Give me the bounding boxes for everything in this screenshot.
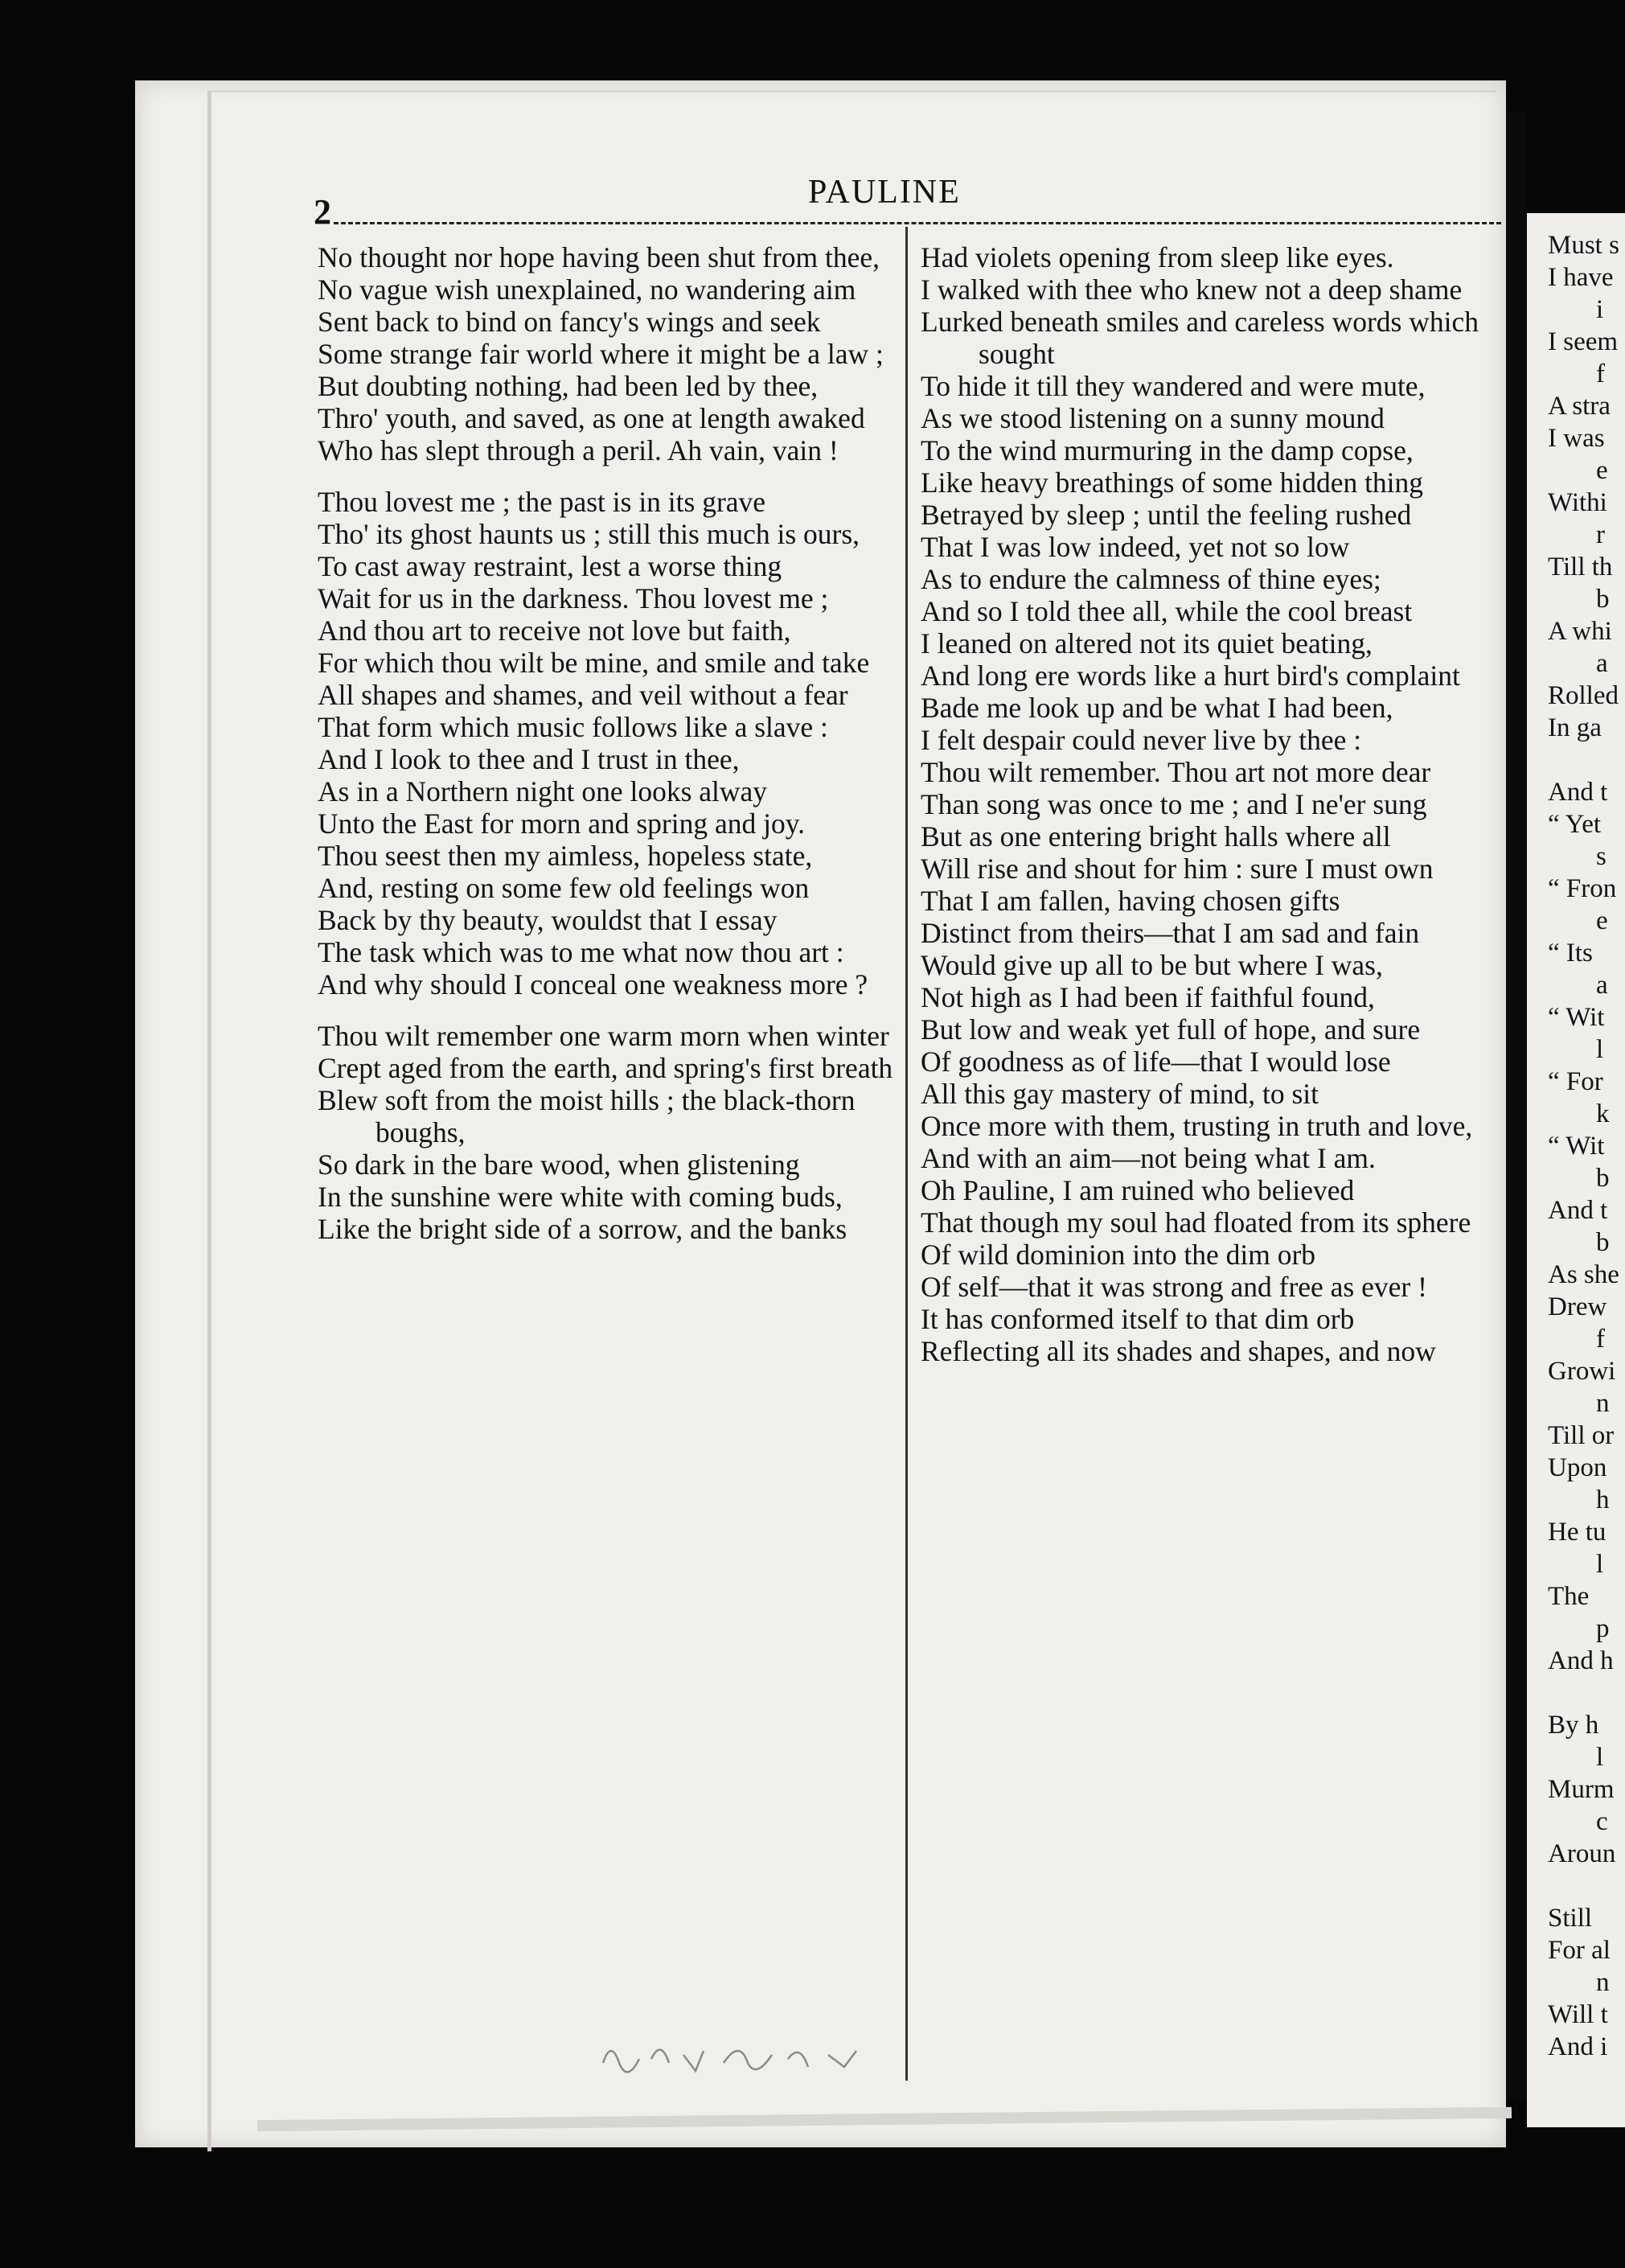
verse-fragment: A whi [1548,617,1612,646]
verse-fragment: “ Yet [1548,810,1602,839]
verse-line: As in a Northern night one looks alway [318,775,768,807]
verse-line: But low and weak yet full of hope, and sure [921,1013,1421,1046]
verse-fragment: l [1596,1035,1604,1064]
verse-fragment: e [1596,906,1608,935]
verse-fragment: l [1596,1550,1604,1579]
adjacent-page-text [1548,229,1619,2063]
verse-fragment: Will t [1548,2000,1608,2029]
verse-fragment: A stra [1548,392,1611,421]
verse-line: The task which was to me what now thou art : [318,936,844,968]
verse-fragment: Must s [1548,231,1619,260]
verse-line: As to endure the calmness of thine eyes; [921,563,1381,595]
verse-line: Some strange fair world where it might be a law ; [318,338,884,370]
verse-line: Distinct from theirs—that I am sad and fain [921,917,1420,949]
verse-line: Thou seest then my aimless, hopeless state, [318,840,813,872]
verse-fragment: f [1596,1325,1605,1354]
verse-fragment: And h [1548,1646,1614,1675]
verse-fragment: “ For [1548,1067,1603,1096]
verse-fragment: b [1596,585,1610,614]
verse-line: As we stood listening on a sunny mound [921,402,1385,434]
verse-fragment: And t [1548,1196,1608,1225]
verse-fragment: I have [1548,263,1614,292]
verse-fragment: Till or [1548,1421,1615,1450]
verse-line: All this gay mastery of mind, to sit [921,1078,1319,1110]
verse-line: Unto the East for morn and spring and joy. [318,807,806,840]
verse-line: And why should I conceal one weakness more ? [318,968,868,1000]
verse-line: For which thou wilt be mine, and smile and take [318,647,870,679]
verse-line: Reflecting all its shades and shapes, and now [921,1335,1436,1367]
verse-line: Of wild dominion into the dim orb [921,1239,1316,1271]
verse-line: I felt despair could never live by thee : [921,724,1362,756]
verse-fragment: Withi [1548,488,1607,517]
verse-line: Thro' youth, and saved, as one at length awaked [318,402,865,434]
verse-line: Than song was once to me ; and I ne'er sung [921,788,1427,820]
verse-fragment: Till th [1548,553,1613,581]
verse-fragment: Murm [1548,1775,1615,1804]
verse-fragment: Upon [1548,1453,1607,1482]
page-number: 2 [314,192,331,232]
verse-line: It has conformed itself to that dim orb [921,1303,1355,1335]
verse-line: Like heavy breathings of some hidden thing [921,466,1424,499]
verse-line: So dark in the bare wood, when glistening [318,1148,800,1181]
verse-line: But doubting nothing, had been led by thee, [318,370,819,402]
verse-line: No vague wish unexplained, no wandering aim [318,273,856,306]
verse-fragment [1548,744,1619,776]
verse-fragment: n [1596,1389,1610,1418]
verse-line: And with an aim—not being what I am. [921,1142,1376,1174]
verse-line: To hide it till they wandered and were mute, [921,370,1426,402]
verse-fragment: b [1596,1164,1610,1193]
right-column [921,241,1504,1367]
verse-line: Tho' its ghost haunts us ; still this much is ours, [318,518,860,550]
left-column [318,241,929,1245]
verse-fragment: In ga [1548,713,1602,742]
verse-fragment: The [1548,1582,1590,1611]
verse-line: That I was low indeed, yet not so low [921,531,1350,563]
verse-fragment: And i [1548,2032,1608,2061]
verse-line: Back by thy beauty, wouldst that I essay [318,904,778,936]
verse-line: And so I told thee all, while the cool breast [921,595,1413,627]
verse-fragment: a [1596,649,1608,678]
verse-fragment [1548,1870,1619,1902]
verse-fragment: Rolled [1548,681,1619,710]
verse-line: Not high as I had been if faithful found, [921,981,1375,1013]
verse-fragment: k [1596,1099,1610,1128]
verse-line: Of goodness as of life—that I would lose [921,1046,1391,1078]
verse-line: All shapes and shames, and veil without a fear [318,679,848,711]
verse-fragment: a [1596,971,1608,1000]
verse-line: And I look to thee and I trust in thee, [318,743,740,775]
verse-line: Betrayed by sleep ; until the feeling rushed [921,499,1412,531]
verse-line: But as one entering bright halls where all [921,820,1391,853]
verse-fragment: And t [1548,778,1608,807]
verse-line: No thought nor hope having been shut from thee, [318,241,880,273]
verse-line: I walked with thee who knew not a deep shame [921,273,1463,306]
verse-line: To cast away restraint, lest a worse thing [318,550,782,582]
verse-fragment: r [1596,520,1605,549]
verse-fragment: “ Wit [1548,1132,1605,1161]
pencil-marks [595,2015,901,2095]
verse-line: Had violets opening from sleep like eyes. [921,241,1394,273]
verse-fragment: l [1596,1743,1604,1772]
verse-line: I leaned on altered not its quiet beating, [921,627,1373,659]
verse-fragment: s [1596,842,1607,871]
verse-fragment: For al [1548,1936,1611,1965]
verse-fragment: b [1596,1228,1610,1257]
verse-fragment: As she [1548,1260,1619,1289]
verse-line: Of self—that it was strong and free as ever ! [921,1271,1427,1303]
verse-line: Blew soft from the moist hills ; the black-thorn boughs, [318,1084,856,1148]
book-spine [1506,113,1527,2099]
verse-fragment: e [1596,456,1608,485]
verse-fragment: He tu [1548,1518,1607,1547]
verse-line: That though my soul had floated from its sphere [921,1206,1471,1239]
verse-line: That form which music follows like a slave : [318,711,828,743]
verse-fragment: h [1596,1485,1610,1514]
verse-line: Thou wilt remember one warm morn when winter [318,1020,889,1052]
verse-line: And thou art to receive not love but faith, [318,614,791,647]
verse-line: Thou wilt remember. Thou art not more dear [921,756,1431,788]
verse-line: Crept aged from the earth, and spring's first breath [318,1052,893,1084]
verse-line: Oh Pauline, I am ruined who believed [921,1174,1355,1206]
verse-line: Like the bright side of a sorrow, and the banks [318,1213,847,1245]
verse-line: Sent back to bind on fancy's wings and seek [318,306,821,338]
verse-fragment: Growi [1548,1357,1616,1386]
verse-line: Lurked beneath smiles and careless words which sought [921,306,1479,370]
verse-line: Who has slept through a peril. Ah vain, vain ! [318,434,839,466]
running-title: PAULINE [808,174,961,211]
verse-fragment: i [1596,295,1604,324]
verse-fragment: Aroun [1548,1839,1616,1868]
verse-line: And long ere words like a hurt bird's complaint [921,659,1460,692]
verse-line: That I am fallen, having chosen gifts [921,885,1340,917]
verse-fragment [1548,1677,1619,1709]
adjacent-page [1527,213,1625,2127]
verse-fragment: p [1596,1614,1610,1643]
verse-line: And, resting on some few old feelings won [318,872,810,904]
header-rule [334,222,1501,224]
verse-fragment: f [1596,360,1605,388]
verse-fragment: “ Fron [1548,874,1617,903]
verse-fragment: I was [1548,424,1605,453]
verse-fragment: I seem [1548,327,1619,356]
verse-fragment: Still [1548,1904,1593,1933]
verse-line: Bade me look up and be what I had been, [921,692,1393,724]
verse-fragment: “ Wit [1548,1003,1605,1032]
verse-line: Wait for us in the darkness. Thou lovest me ; [318,582,829,614]
verse-line: In the sunshine were white with coming buds, [318,1181,843,1213]
verse-fragment: Drew [1548,1292,1607,1321]
verse-fragment: n [1596,1968,1610,1997]
verse-line: Once more with them, trusting in truth and love, [921,1110,1473,1142]
verse-fragment: By h [1548,1711,1599,1740]
verse-line: Will rise and shout for him : sure I must own [921,853,1434,885]
verse-fragment: c [1596,1807,1608,1836]
verse-line: Thou lovest me ; the past is in its grave [318,486,766,518]
verse-line: To the wind murmuring in the damp copse, [921,434,1414,466]
verse-line: Would give up all to be but where I was, [921,949,1383,981]
verse-fragment: “ Its [1548,939,1593,968]
